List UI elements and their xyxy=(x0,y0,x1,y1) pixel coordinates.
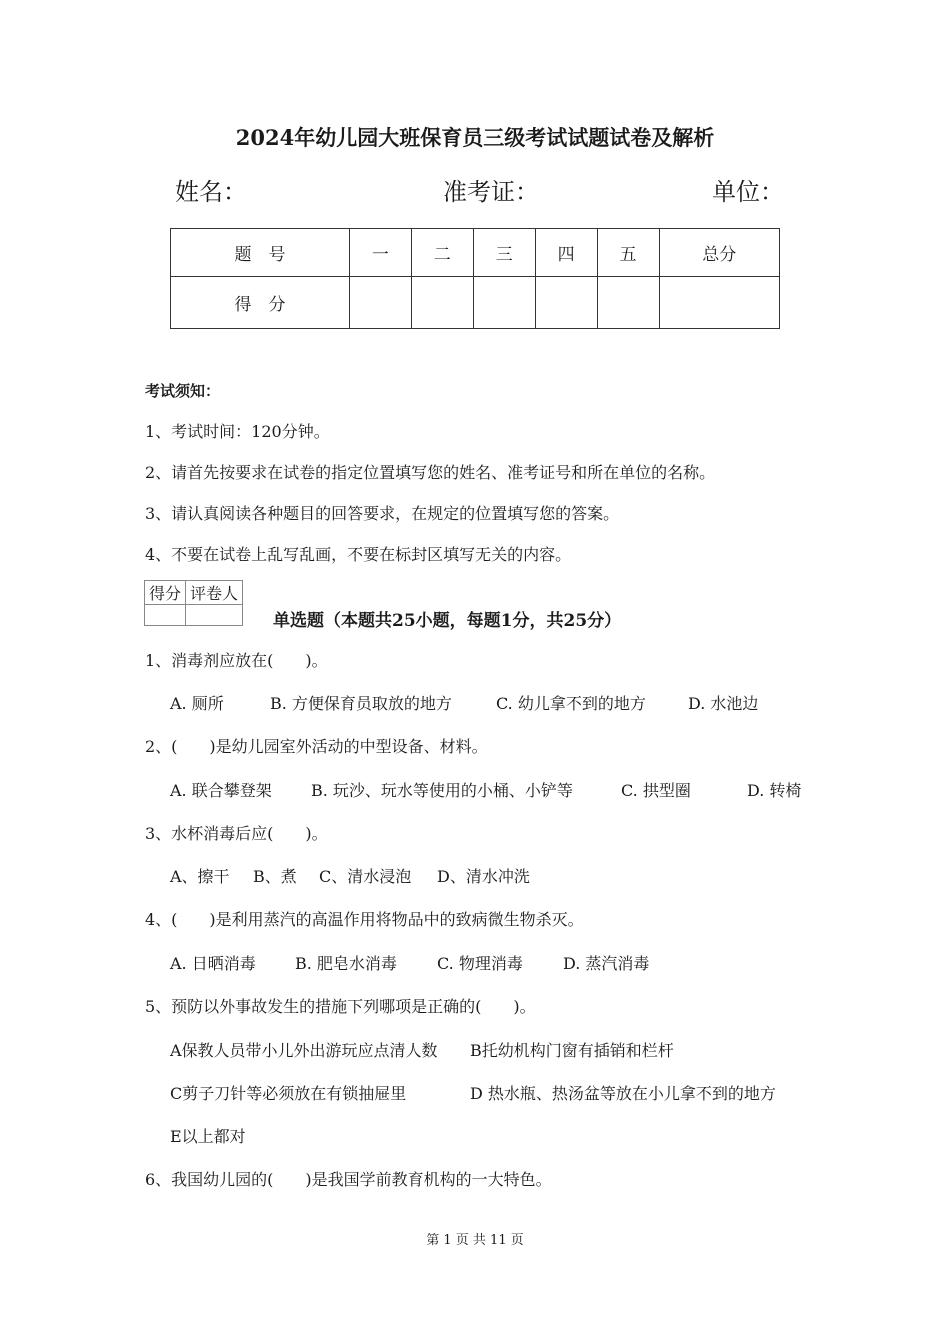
question-stem: 1、消毒剂应放在( )。 xyxy=(145,651,328,670)
answer-option[interactable]: C. 物理消毒 xyxy=(437,954,523,973)
question-stem: 4、( )是利用蒸汽的高温作用将物品中的致病微生物杀灭。 xyxy=(145,910,584,929)
score-header-cell: 题 号 xyxy=(171,229,350,277)
score-header-cell: 一 xyxy=(349,229,411,277)
answer-option[interactable]: E以上都对 xyxy=(170,1127,246,1146)
question-stem: 5、预防以外事故发生的措施下列哪项是正确的( )。 xyxy=(145,997,536,1016)
score-cell[interactable] xyxy=(659,277,779,329)
answer-option[interactable]: D、清水冲洗 xyxy=(437,867,530,886)
notice-item: 3、请认真阅读各种题目的回答要求，在规定的位置填写您的答案。 xyxy=(145,504,620,523)
score-header-cell: 总分 xyxy=(659,229,779,277)
score-table-score-row xyxy=(171,277,780,329)
page-footer: 第 1 页 共 11 页 xyxy=(426,1233,524,1248)
grader-box xyxy=(144,580,243,626)
notice-item: 4、不要在试卷上乱写乱画，不要在标封区填写无关的内容。 xyxy=(145,545,572,564)
answer-option[interactable]: A. 联合攀登架 xyxy=(170,781,272,800)
answer-option[interactable]: A、擦干 xyxy=(170,867,230,886)
answer-option[interactable]: D. 转椅 xyxy=(747,781,802,800)
score-header-cell: 五 xyxy=(597,229,659,277)
score-table xyxy=(170,228,780,329)
answer-option[interactable]: D. 水池边 xyxy=(688,694,759,713)
score-cell[interactable] xyxy=(535,277,597,329)
answer-option[interactable]: B、煮 xyxy=(253,867,297,886)
answer-option[interactable]: D 热水瓶、热汤盆等放在小儿拿不到的地方 xyxy=(470,1084,776,1103)
section-title: 单选题（本题共25小题，每题1分，共25分） xyxy=(273,611,622,631)
answer-option[interactable]: C剪子刀针等必须放在有锁抽屉里 xyxy=(170,1084,407,1103)
answer-option[interactable]: B. 方便保育员取放的地方 xyxy=(270,694,452,713)
answer-option[interactable]: C. 幼儿拿不到的地方 xyxy=(496,694,646,713)
score-cell[interactable] xyxy=(473,277,535,329)
answer-option[interactable]: B托幼机构门窗有插销和栏杆 xyxy=(470,1041,674,1060)
grader-name-cell[interactable] xyxy=(186,605,243,626)
answer-option[interactable]: B. 肥皂水消毒 xyxy=(295,954,397,973)
notice-heading: 考试须知： xyxy=(145,382,221,400)
answer-option[interactable]: A. 厕所 xyxy=(170,694,224,713)
grader-score-label: 得分 xyxy=(145,581,186,605)
answer-option[interactable]: D. 蒸汽消毒 xyxy=(563,954,650,973)
answer-option[interactable]: B. 玩沙、玩水等使用的小桶、小铲等 xyxy=(311,781,573,800)
grader-name-label: 评卷人 xyxy=(186,581,243,605)
unit-label: 单位： xyxy=(712,178,784,206)
exam-number-label: 准考证： xyxy=(443,178,539,206)
notice-item: 1、考试时间：120分钟。 xyxy=(145,422,330,441)
score-header-cell: 四 xyxy=(535,229,597,277)
question-stem: 6、我国幼儿园的( )是我国学前教育机构的一大特色。 xyxy=(145,1170,552,1189)
score-cell[interactable] xyxy=(597,277,659,329)
answer-option[interactable]: A保教人员带小儿外出游玩应点清人数 xyxy=(170,1041,438,1060)
score-row-label: 得 分 xyxy=(171,277,350,329)
answer-option[interactable]: C. 拱型圈 xyxy=(621,781,691,800)
page-title: 2024年幼儿园大班保育员三级考试试题试卷及解析 xyxy=(235,125,715,150)
score-header-cell: 三 xyxy=(473,229,535,277)
answer-option[interactable]: C、清水浸泡 xyxy=(319,867,412,886)
name-label: 姓名： xyxy=(175,178,247,206)
score-cell[interactable] xyxy=(411,277,473,329)
question-stem: 2、( )是幼儿园室外活动的中型设备、材料。 xyxy=(145,737,488,756)
grader-score-cell[interactable] xyxy=(145,605,186,626)
answer-option[interactable]: A. 日晒消毒 xyxy=(170,954,256,973)
notice-item: 2、请首先按要求在试卷的指定位置填写您的姓名、准考证号和所在单位的名称。 xyxy=(145,463,716,482)
score-table-header-row xyxy=(171,229,780,277)
score-cell[interactable] xyxy=(349,277,411,329)
question-stem: 3、水杯消毒后应( )。 xyxy=(145,824,328,843)
score-header-cell: 二 xyxy=(411,229,473,277)
